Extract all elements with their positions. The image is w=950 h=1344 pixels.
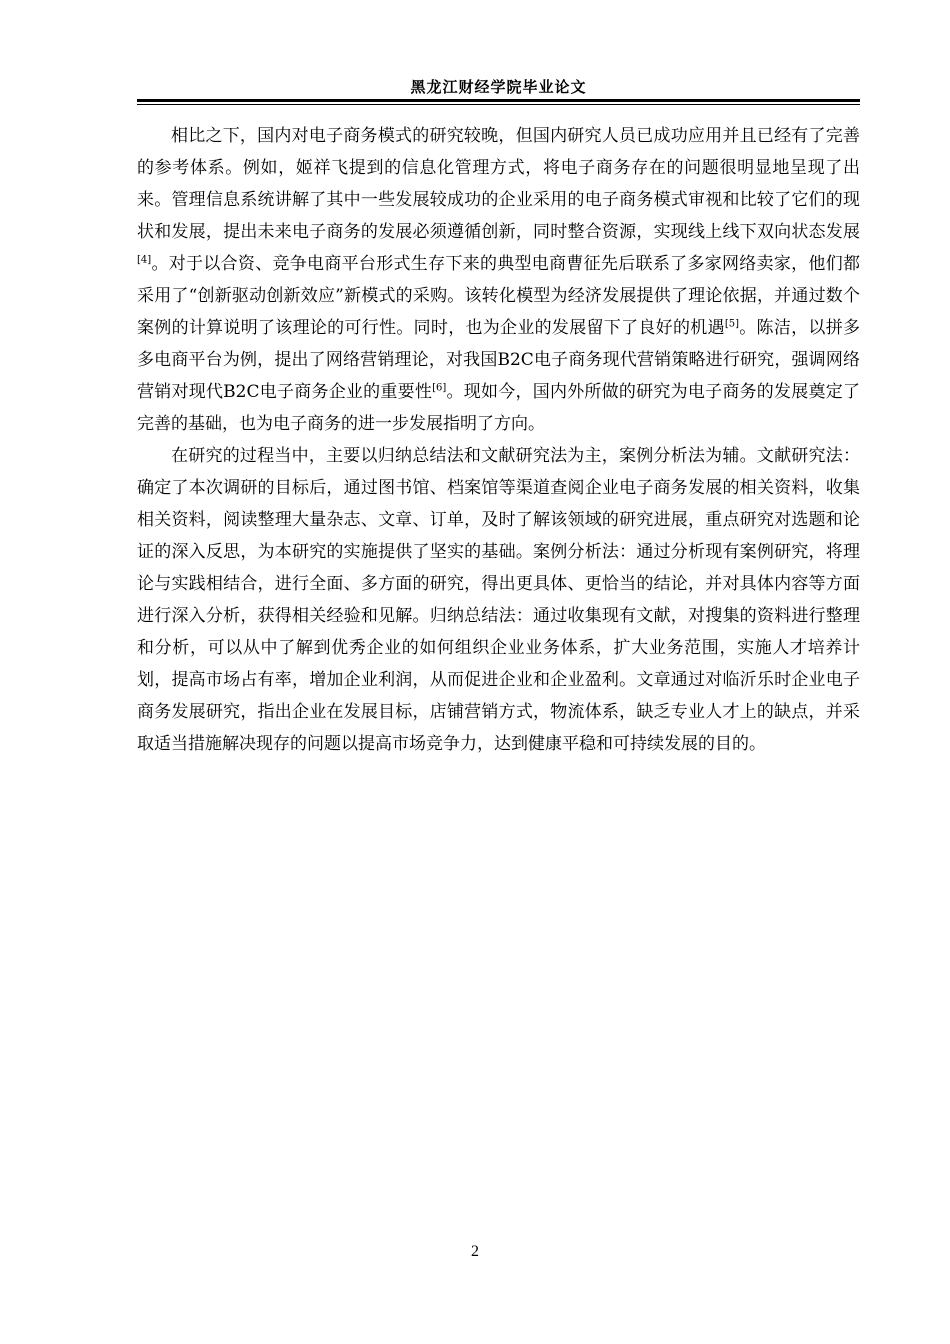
text-run: 。陈洁，以拼多多电商平台为例，提出了网络营销理论，对我国B2C电子商务现代营销策略进行研究，强调网络营销对现代B2C电子商务企业的重要性: [137, 318, 861, 402]
paragraph-2: [137, 440, 860, 760]
header-rule-thick: [137, 99, 860, 102]
body-text: [137, 120, 860, 760]
text-run: 相比之下，国内对电子商务模式的研究较晚，但国内研究人员已成功应用并且已经有了完善的参考体系。例如，姬祥飞提到的信息化管理方式，将电子商务存在的问题很明显地呈现了出来。管理信息系统讲解了其中一些发展较成功的企业采用的电子商务模式审视和比较了它们的现状和发展，提出未来电子商务的发展必须遵循创新，同时整合资源，实现线上线下双向状态发展: [137, 126, 860, 242]
text-run: 。现如今，国内外所做的研究为电子商务的发展奠定了完善的基础，也为电子商务的进一步发展指明了方向。: [137, 382, 860, 434]
running-header: 黑龙江财经学院毕业论文: [410, 78, 587, 96]
citation-ref: [4]: [137, 254, 152, 266]
text-run: 。对于以合资、竞争电商平台形式生存下来的典型电商曹征先后联系了多家网络卖家，他们都采用了“创新驱动创新效应”新模式的采购。该转化模型为经济发展提供了理论依据，并通过数个案例的计算说明了该理论的可行性。同时，也为企业的发展留下了良好的机遇: [137, 254, 860, 338]
text-run: 在研究的过程当中，主要以归纳总结法和文献研究法为主，案例分析法为辅。文献研究法：确定了本次调研的目标后，通过图书馆、档案馆等渠道查阅企业电子商务发展的相关资料，收集相关资料，阅读整理大量杂志、文章、订单，及时了解该领域的研究进展，重点研究对选题和论证的深入反思，为本研究的实施提供了坚实的基础。案例分析法：通过分析现有案例研究，将理论与实践相结合，进行全面、多方面的研究，得出更具体、更恰当的结论，并对具体内容等方面进行深入分析，获得相关经验和见解。归纳总结法：通过收集现有文献，对搜集的资料进行整理和分析，可以从中了解到优秀企业的如何组织企业业务体系，扩大业务范围，实施人才培养计划，提高市场占有率，增加企业利润，从而促进企业和企业盈利。文章通过对临沂乐时企业电子商务发展研究，指出企业在发展目标，店铺营销方式，物流体系，缺乏专业人才上的缺点，并采取适当措施解决现存的问题以提高市场竞争力，达到健康平稳和可持续发展的目的。: [137, 446, 860, 754]
citation-ref: [5]: [724, 318, 739, 330]
citation-ref: [6]: [432, 382, 447, 394]
header-rule-thin: [137, 104, 860, 105]
paragraph-1: [137, 120, 860, 440]
page-number: 2: [471, 1243, 479, 1260]
